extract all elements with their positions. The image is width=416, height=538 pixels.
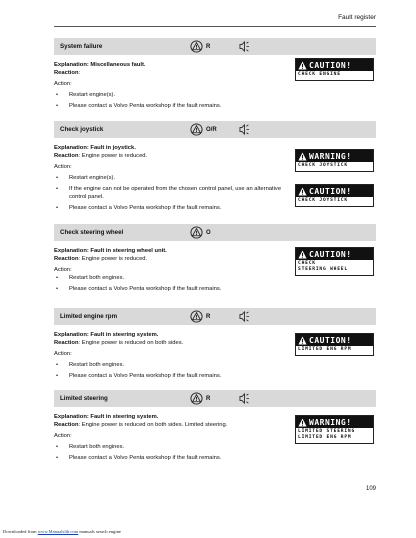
display-level: WARNING! (309, 417, 352, 427)
alert-triangle-icon (298, 187, 307, 196)
warning-triangle-icon (190, 123, 203, 136)
fault-title: System failure (60, 43, 103, 50)
display-message: CHECK STEERING WHEEL (298, 261, 348, 272)
warning-triangle-icon (190, 392, 203, 405)
fault-indicator-letter: R (206, 44, 211, 50)
fault-title: Limited engine rpm (60, 313, 118, 320)
fault-section-limited-steering (54, 390, 376, 462)
reaction-label: Reaction (54, 422, 79, 428)
action-label: Action (54, 267, 71, 273)
fault-body: Explanation: Fault in joystick. Reaction: Engine power is reduced. Action: • Restart engine(s). • If the engine can not be operated from the chosen control panel, use an alternative control panel. • Please contact a Volvo Penta workshop if the fault remains. (54, 138, 290, 212)
reaction-text: : (78, 70, 81, 76)
display-message: LIMITED ENG RPM (298, 347, 352, 352)
display-level: CAUTION! (309, 186, 352, 196)
fault-indicator-letter: R (206, 314, 211, 320)
reaction-text: : Engine power is reduced. (78, 153, 148, 159)
footer-link[interactable]: www.Manualslib.com (37, 529, 79, 534)
footer-prefix: Downloaded from (3, 529, 38, 534)
page-number: 109 (365, 486, 376, 492)
fault-title: Check steering wheel (60, 229, 124, 236)
fault-title-bar (54, 121, 376, 138)
explanation-label: Explanation: (54, 332, 89, 338)
fault-title-bar (54, 38, 376, 55)
action-item: • Please contact a Volvo Penta workshop if the fault remains. (54, 285, 290, 293)
fault-indicator-letter: R (206, 396, 211, 402)
fault-title-bar (54, 390, 376, 407)
fault-body: Explanation: Fault in steering system. Reaction: Engine power is reduced on both sides. Action: • Restart both engines. • Please contact a Volvo Penta workshop if the fault remains. (54, 325, 290, 380)
explanation-text: Fault in steering wheel unit. (90, 248, 167, 254)
display-level: CAUTION! (309, 249, 352, 259)
reaction-text: : Engine power is reduced on both sides. (78, 340, 184, 346)
engine-display-caution (295, 58, 374, 81)
action-item: • Please contact a Volvo Penta workshop if the fault remains. (54, 102, 290, 110)
reaction-label: Reaction (54, 340, 79, 346)
alert-triangle-icon (298, 61, 307, 70)
engine-display-caution (295, 247, 374, 276)
explanation-text: Fault in steering system. (90, 332, 159, 338)
action-item: • Restart engine(s). (54, 91, 290, 99)
fault-title: Check joystick (60, 126, 104, 133)
alert-triangle-icon (298, 418, 307, 427)
action-label: Action (54, 81, 71, 87)
action-item: • Restart both engines. (54, 443, 290, 451)
display-level: CAUTION! (309, 335, 352, 345)
explanation-label: Explanation: (54, 145, 89, 151)
alert-triangle-icon (298, 152, 307, 161)
fault-body: Explanation: Fault in steering system. Reaction: Engine power is reduced on both sides. Limited steering. Action: • Restart both engines. • Please contact a Volvo Penta workshop if the fault remains. (54, 407, 290, 462)
fault-body: Explanation: Fault in steering wheel unit. Reaction: Engine power is reduced. Action: • Restart both engines. • Please contact a Volvo Penta workshop if the fault remains. (54, 241, 290, 293)
engine-display-caution (295, 184, 374, 207)
download-footer (3, 529, 121, 534)
fault-title: Limited steering (60, 395, 108, 402)
explanation-text: Miscellaneous fault. (90, 62, 146, 68)
reaction-label: Reaction (54, 256, 79, 262)
action-item: • If the engine can not be operated from the chosen control panel, use an alternative control panel. (54, 185, 290, 201)
action-label: Action (54, 164, 71, 170)
action-label: Action (54, 351, 71, 357)
display-level: CAUTION! (309, 60, 352, 70)
warning-triangle-icon (190, 40, 203, 53)
reaction-label: Reaction (54, 153, 79, 159)
fault-indicator-letter: O (206, 230, 211, 236)
warning-triangle-icon (190, 226, 203, 239)
engine-display-caution (295, 333, 374, 356)
reaction-label: Reaction (54, 70, 79, 76)
fault-body: Explanation: Miscellaneous fault. Reaction: Action: • Restart engine(s). • Please contact a Volvo Penta workshop if the fault remains. (54, 55, 290, 110)
page-header-title: Fault register (338, 14, 376, 21)
fault-title-bar (54, 308, 376, 325)
speaker-icon (238, 392, 251, 405)
action-label: Action (54, 433, 71, 439)
fault-indicator-letter: O/R (206, 127, 217, 133)
explanation-label: Explanation: (54, 414, 89, 420)
action-item: • Restart both engines. (54, 361, 290, 369)
alert-triangle-icon (298, 250, 307, 259)
fault-section-check-steering-wheel (54, 224, 376, 293)
reaction-text: : Engine power is reduced on both sides. Limited steering. (78, 422, 228, 428)
fault-section-limited-engine-rpm (54, 308, 376, 380)
header-divider (54, 26, 376, 27)
action-item: • Please contact a Volvo Penta workshop if the fault remains. (54, 204, 290, 212)
fault-title-bar (54, 224, 376, 241)
explanation-text: Fault in steering system. (90, 414, 159, 420)
explanation-label: Explanation: (54, 62, 89, 68)
speaker-icon (238, 310, 251, 323)
alert-triangle-icon (298, 336, 307, 345)
engine-display-warning (295, 149, 374, 172)
footer-suffix: manuals search engine (78, 529, 121, 534)
display-message: CHECK JOYSTICK (298, 163, 348, 168)
speaker-icon (238, 40, 251, 53)
action-item: • Restart engine(s). (54, 174, 290, 182)
warning-triangle-icon (190, 310, 203, 323)
explanation-text: Fault in joystick. (90, 145, 136, 151)
action-item: • Please contact a Volvo Penta workshop if the fault remains. (54, 372, 290, 380)
display-message: LIMITED STEERING LIMITED ENG RPM (298, 429, 356, 440)
fault-section-check-joystick (54, 121, 376, 212)
engine-display-warning (295, 415, 374, 444)
speaker-icon (238, 123, 251, 136)
display-level: WARNING! (309, 151, 352, 161)
action-item: • Restart both engines. (54, 274, 290, 282)
reaction-text: : Engine power is reduced. (78, 256, 148, 262)
explanation-label: Explanation: (54, 248, 89, 254)
display-message: CHECK ENGINE (298, 72, 341, 77)
fault-section-system-failure (54, 38, 376, 110)
display-message: CHECK JOYSTICK (298, 198, 348, 203)
action-item: • Please contact a Volvo Penta workshop if the fault remains. (54, 454, 290, 462)
